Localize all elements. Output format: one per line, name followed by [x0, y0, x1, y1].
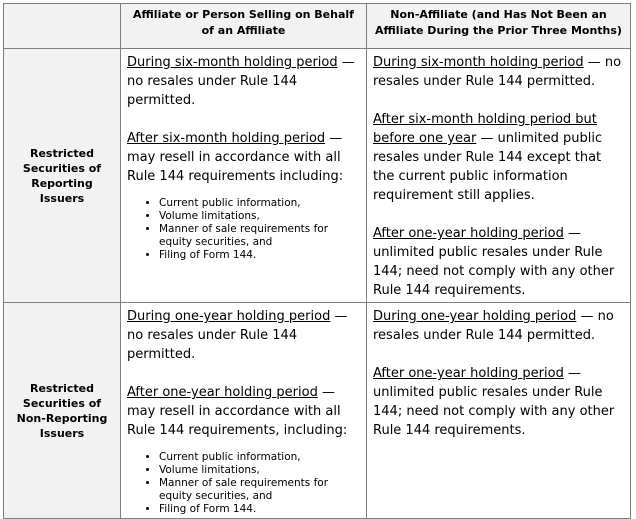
paragraph — [127, 383, 360, 440]
paragraph — [373, 224, 624, 300]
paragraph — [373, 110, 624, 205]
paragraph-text: — no resales under Rule 144 permitted. — [127, 55, 355, 108]
period-heading: During one-year holding period — [127, 309, 331, 324]
paragraph — [373, 364, 624, 440]
paragraph — [127, 129, 360, 186]
list-item: • Manner of sale requirements for equity securities, and — [159, 223, 360, 249]
list-item: • Manner of sale requirements for equity securities, and — [159, 477, 360, 503]
list-item: • Filing of Form 144. — [159, 503, 360, 516]
paragraph-text: — no resales under Rule 144 permitted. — [373, 309, 614, 343]
list-item: • Filing of Form 144. — [159, 249, 360, 262]
period-heading: After six-month holding period but before one year — [373, 112, 597, 146]
paragraph-text: — no resales under Rule 144 permitted. — [373, 55, 622, 89]
requirements-list — [127, 451, 360, 516]
list-item: • Volume limitations, — [159, 210, 360, 223]
cell-reporting-affiliate — [121, 49, 367, 303]
row-label-reporting: Restricted Securities of Reporting Issuers — [4, 49, 121, 303]
list-item: • Current public information, — [159, 451, 360, 464]
paragraph — [127, 307, 360, 364]
header-affiliate: Affiliate or Person Selling on Behalf of an Affiliate — [121, 4, 367, 49]
paragraph — [127, 53, 360, 110]
paragraph — [373, 307, 624, 345]
paragraph — [373, 53, 624, 91]
requirements-list — [127, 197, 360, 262]
paragraph-text: — unlimited public resales under Rule 144; need not comply with any other Rule 144 requirements. — [373, 366, 615, 438]
cell-non-reporting-non-affiliate — [367, 303, 631, 519]
period-heading: During six-month holding period — [127, 55, 338, 70]
period-heading: After one-year holding period — [127, 385, 318, 400]
period-heading: After six-month holding period — [127, 131, 326, 146]
header-non-affiliate: Non-Affiliate (and Has Not Been an Affiliate During the Prior Three Months) — [367, 4, 631, 49]
paragraph-text: — unlimited public resales under Rule 144; need not comply with any other Rule 144 requirements. — [373, 226, 615, 298]
list-item: • Volume limitations, — [159, 464, 360, 477]
period-heading: During six-month holding period — [373, 55, 584, 70]
list-item: • Current public information, — [159, 197, 360, 210]
paragraph-text: — no resales under Rule 144 permitted. — [127, 309, 348, 362]
header-corner — [4, 4, 121, 49]
rule-144-table — [3, 3, 631, 519]
cell-non-reporting-affiliate — [121, 303, 367, 519]
period-heading: During one-year holding period — [373, 309, 577, 324]
row-label-non-reporting: Restricted Securities of Non-Reporting Issuers — [4, 303, 121, 519]
paragraph-text: — may resell in accordance with all Rule 144 requirements including: — [127, 131, 344, 184]
paragraph-text: — unlimited public resales under Rule 144 except that the current public information requirement still applies. — [373, 131, 603, 203]
cell-reporting-non-affiliate — [367, 49, 631, 303]
paragraph-text: — may resell in accordance with all Rule 144 requirements, including: — [127, 385, 348, 438]
row-non-reporting-issuers — [4, 303, 631, 519]
header-row — [4, 4, 631, 49]
row-reporting-issuers — [4, 49, 631, 303]
period-heading: After one-year holding period — [373, 226, 564, 241]
period-heading: After one-year holding period — [373, 366, 564, 381]
